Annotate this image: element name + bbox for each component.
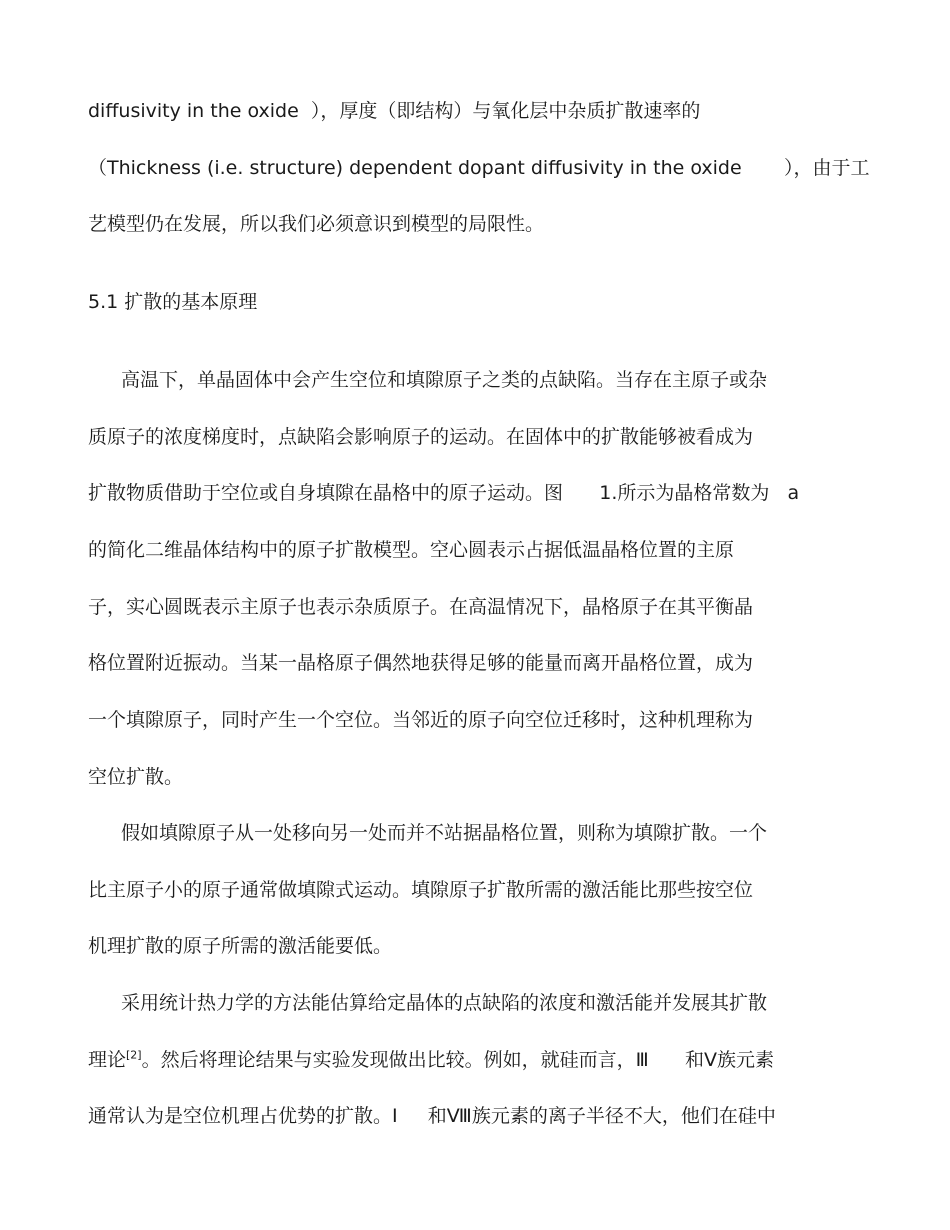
text-line: 高温下，单晶固体中会产生空位和填隙原子之类的点缺陷。当存在主原子或杂 xyxy=(121,369,768,391)
text-segment: 理论 xyxy=(88,1049,127,1071)
text-line: 机理扩散的原子所需的激活能要低。 xyxy=(88,935,393,957)
text-line: 艺模型仍在发展，所以我们必须意识到模型的局限性。 xyxy=(88,213,545,235)
text-line xyxy=(88,1048,774,1072)
text-line: 一个填隙原子，同时产生一个空位。当邻近的原子向空位迁移时，这种机理称为 xyxy=(88,709,754,731)
text-segment: 。然后将理论结果与实验发现做出比较。例如，就硅而言，Ⅲ 和Ⅴ族元素 xyxy=(141,1049,774,1071)
text-line: 采用统计热力学的方法能估算给定晶体的点缺陷的浓度和激活能并发展其扩散 xyxy=(121,992,768,1014)
text-line: 空位扩散。 xyxy=(88,766,184,788)
text-line: 的简化二维晶体结构中的原子扩散模型。空心圆表示占据低温晶格位置的主原 xyxy=(88,539,735,561)
text-line: （Thickness (i.e. structure) dependent dopant diffusivity in the oxide ），由于工 xyxy=(88,157,870,179)
text-line: diffusivity in the oxide ），厚度（即结构）与氧化层中杂质扩散速率的 xyxy=(88,100,701,122)
text-line: 通常认为是空位机理占优势的扩散。Ⅰ 和Ⅷ族元素的离子半径不大，他们在硅中 xyxy=(88,1105,776,1127)
text-line: 比主原子小的原子通常做填隙式运动。填隙原子扩散所需的激活能比那些按空位 xyxy=(88,879,754,901)
text-line: 假如填隙原子从一处移向另一处而并不站据晶格位置，则称为填隙扩散。一个 xyxy=(121,822,768,844)
text-line: 格位置附近振动。当某一晶格原子偶然地获得足够的能量而离开晶格位置，成为 xyxy=(88,652,754,674)
text-line: 扩散物质借助于空位或自身填隙在晶格中的原子运动。图 1.所示为晶格常数为 a xyxy=(88,482,800,504)
text-line: 子，实心圆既表示主原子也表示杂质原子。在高温情况下，晶格原子在其平衡晶 xyxy=(88,596,754,618)
citation-reference: [2] xyxy=(126,1048,142,1062)
text-line: 质原子的浓度梯度时，点缺陷会影响原子的运动。在固体中的扩散能够被看成为 xyxy=(88,426,754,448)
section-heading: 5.1 扩散的基本原理 xyxy=(88,291,258,313)
